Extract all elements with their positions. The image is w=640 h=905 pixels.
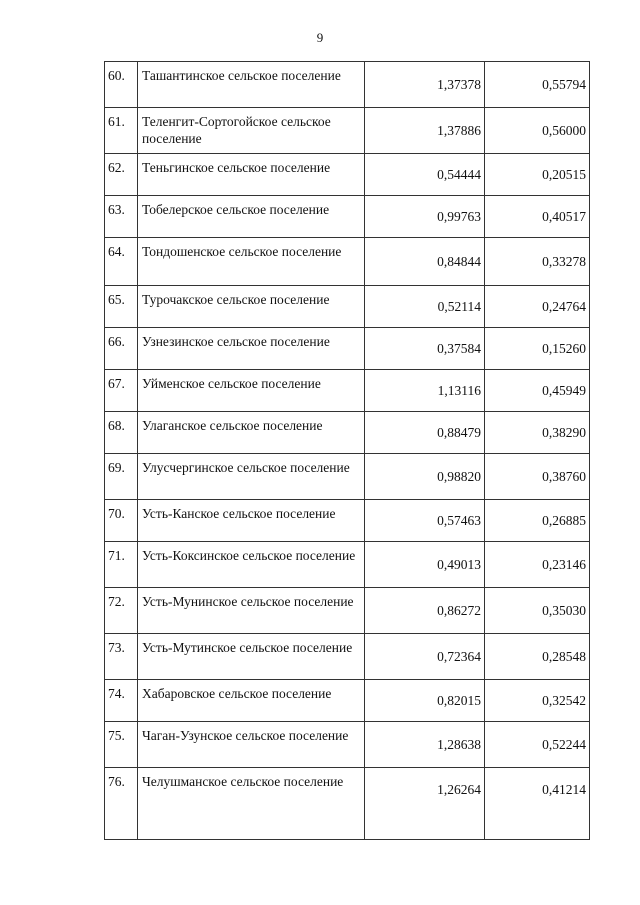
row-number: 72. <box>105 588 138 634</box>
table-row <box>105 722 590 768</box>
value-1: 0,52114 <box>365 286 485 328</box>
row-number: 69. <box>105 454 138 500</box>
value-1: 0,57463 <box>365 500 485 542</box>
value-1: 1,13116 <box>365 370 485 412</box>
table-row <box>105 768 590 840</box>
settlement-name: Челушманское сельское поселение <box>138 768 365 840</box>
value-1: 0,82015 <box>365 680 485 722</box>
value-2: 0,40517 <box>485 196 590 238</box>
value-1: 1,28638 <box>365 722 485 768</box>
value-2: 0,32542 <box>485 680 590 722</box>
value-1: 0,98820 <box>365 454 485 500</box>
row-number: 70. <box>105 500 138 542</box>
table-row <box>105 238 590 286</box>
table-row <box>105 370 590 412</box>
table-row <box>105 412 590 454</box>
table-row <box>105 108 590 154</box>
row-number: 68. <box>105 412 138 454</box>
table-row <box>105 286 590 328</box>
settlement-name: Уйменское сельское поселение <box>138 370 365 412</box>
row-number: 60. <box>105 62 138 108</box>
settlement-name: Усть-Мутинское сельское поселение <box>138 634 365 680</box>
settlement-name: Теньгинское сельское поселение <box>138 154 365 196</box>
table-row <box>105 542 590 588</box>
value-1: 0,99763 <box>365 196 485 238</box>
settlement-name: Тобелерское сельское поселение <box>138 196 365 238</box>
settlement-name: Усть-Мунинское сельское поселение <box>138 588 365 634</box>
row-number: 65. <box>105 286 138 328</box>
settlement-name: Хабаровское сельское поселение <box>138 680 365 722</box>
value-1: 0,49013 <box>365 542 485 588</box>
settlement-name: Усть-Канское сельское поселение <box>138 500 365 542</box>
value-1: 0,37584 <box>365 328 485 370</box>
value-2: 0,15260 <box>485 328 590 370</box>
row-number: 64. <box>105 238 138 286</box>
value-2: 0,41214 <box>485 768 590 840</box>
table-row <box>105 454 590 500</box>
settlement-name: Чаган-Узунское сельское поселение <box>138 722 365 768</box>
settlement-name: Тондошенское сельское поселение <box>138 238 365 286</box>
value-2: 0,55794 <box>485 62 590 108</box>
table-row <box>105 328 590 370</box>
value-2: 0,52244 <box>485 722 590 768</box>
table-row <box>105 588 590 634</box>
row-number: 61. <box>105 108 138 154</box>
value-2: 0,20515 <box>485 154 590 196</box>
table-row <box>105 500 590 542</box>
table-row <box>105 634 590 680</box>
row-number: 76. <box>105 768 138 840</box>
value-2: 0,28548 <box>485 634 590 680</box>
value-1: 0,88479 <box>365 412 485 454</box>
row-number: 75. <box>105 722 138 768</box>
settlement-name: Турочакское сельское поселение <box>138 286 365 328</box>
row-number: 67. <box>105 370 138 412</box>
value-1: 1,37378 <box>365 62 485 108</box>
table-row <box>105 680 590 722</box>
value-1: 0,86272 <box>365 588 485 634</box>
value-2: 0,26885 <box>485 500 590 542</box>
value-2: 0,33278 <box>485 238 590 286</box>
settlements-table <box>104 61 590 840</box>
table-row <box>105 154 590 196</box>
value-2: 0,56000 <box>485 108 590 154</box>
value-2: 0,38760 <box>485 454 590 500</box>
row-number: 74. <box>105 680 138 722</box>
row-number: 71. <box>105 542 138 588</box>
value-2: 0,38290 <box>485 412 590 454</box>
row-number: 66. <box>105 328 138 370</box>
table-row <box>105 196 590 238</box>
value-2: 0,35030 <box>485 588 590 634</box>
value-1: 1,26264 <box>365 768 485 840</box>
value-1: 0,54444 <box>365 154 485 196</box>
value-2: 0,23146 <box>485 542 590 588</box>
value-1: 1,37886 <box>365 108 485 154</box>
settlement-name: Улаганское сельское поселение <box>138 412 365 454</box>
value-1: 0,72364 <box>365 634 485 680</box>
table-row <box>105 62 590 108</box>
page-number: 9 <box>316 30 324 45</box>
value-1: 0,84844 <box>365 238 485 286</box>
value-2: 0,24764 <box>485 286 590 328</box>
settlement-name: Улусчергинское сельское поселение <box>138 454 365 500</box>
settlement-name: Узнезинское сельское поселение <box>138 328 365 370</box>
row-number: 62. <box>105 154 138 196</box>
value-2: 0,45949 <box>485 370 590 412</box>
row-number: 73. <box>105 634 138 680</box>
row-number: 63. <box>105 196 138 238</box>
settlement-name: Теленгит-Сортогойское сельское поселение <box>138 108 365 154</box>
settlement-name: Ташантинское сельское поселение <box>138 62 365 108</box>
settlement-name: Усть-Коксинское сельское поселение <box>138 542 365 588</box>
